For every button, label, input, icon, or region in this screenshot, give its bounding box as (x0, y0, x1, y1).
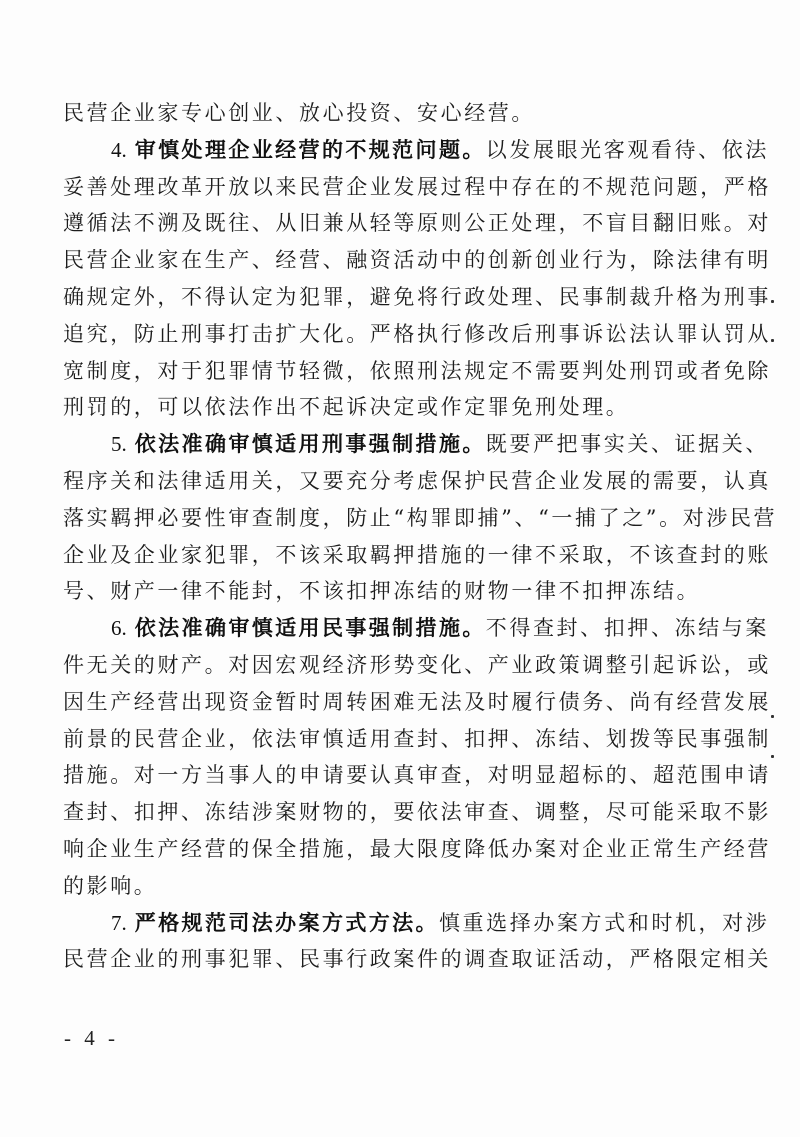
paragraph-text: 号、财产一律不能封，不该扣押冻结的财物一律不扣押冻结。 (63, 579, 701, 604)
section-5-heading-line (63, 426, 769, 463)
section-number: 5. (111, 432, 127, 457)
text-line (63, 757, 771, 794)
scan-speck (771, 755, 774, 758)
section-heading: 依法准确审慎适用刑事强制措施。 (134, 431, 486, 457)
section-4-heading-line (63, 132, 769, 169)
paragraph-text: 企业及企业家犯罪，不该采取羁押措施的一律不采取，不该查封的账 (63, 542, 771, 567)
document-body (63, 95, 778, 978)
section-number: 7. (111, 910, 127, 935)
paragraph-text: 程序关和法律适用关，又要充分考虑保护民营企业发展的需要，认真 (63, 468, 771, 493)
text-line (63, 463, 771, 500)
scan-speck (771, 339, 774, 342)
text-line (63, 831, 771, 868)
paragraph-text: 的影响。 (63, 873, 158, 898)
paragraph-text: 响企业生产经营的保全措施，最大限度降低办案对企业正常生产经营 (63, 836, 771, 861)
section-heading: 严格规范司法办案方式方法。 (134, 909, 439, 935)
text-line (63, 95, 733, 132)
text-line (63, 868, 733, 905)
paragraph-text: 以发展眼光客观看待、依法 (485, 137, 769, 162)
text-line (63, 537, 771, 574)
text-line (63, 169, 771, 206)
paragraph-text: 确规定外，不得认定为犯罪，避免将行政处理、民事制裁升格为刑事 (63, 284, 771, 309)
page-number: - 4 - (64, 1026, 119, 1050)
paragraph-text: 民营企业的刑事犯罪、民事行政案件的调查取证活动，严格限定相关 (63, 947, 771, 972)
text-line (63, 721, 771, 758)
text-line (63, 794, 771, 831)
section-heading: 审慎处理企业经营的不规范问题。 (134, 136, 486, 162)
paragraph-text: 民营企业家在生产、经营、融资活动中的创新创业行为，除法律有明 (63, 248, 771, 273)
paragraph-text: 妥善处理改革开放以来民营企业发展过程中存在的不规范问题，严格 (63, 174, 771, 199)
paragraph-text: 落实羁押必要性审查制度，防止“构罪即捕”、“一捕了之”。对涉民营 (63, 505, 778, 530)
section-number: 4. (111, 137, 127, 162)
text-line (63, 684, 771, 721)
paragraph-text: 因生产经营出现资金暂时周转困难无法及时履行债务、尚有经营发展 (63, 689, 771, 714)
paragraph-text: 不得查封、扣押、冻结与案 (485, 616, 769, 641)
text-line (63, 389, 733, 426)
paragraph-text: 刑罚的，可以依法作出不起诉决定或作定罪免刑处理。 (63, 395, 630, 420)
text-line (63, 941, 771, 978)
paragraph-text: 慎重选择办案方式和时机，对涉 (438, 910, 770, 935)
section-7-heading-line (63, 905, 770, 942)
text-line (63, 500, 778, 537)
text-line (63, 242, 771, 279)
text-line (63, 205, 771, 242)
section-heading: 依法准确审慎适用民事强制措施。 (134, 615, 486, 641)
text-line (63, 573, 733, 610)
scan-speck (771, 715, 774, 718)
text-line (63, 647, 771, 684)
paragraph-text: 前景的民营企业，依法审慎适用查封、扣押、冻结、划拨等民事强制 (63, 726, 771, 751)
paragraph-text: 宽制度，对于犯罪情节轻微，依照刑法规定不需要判处刑罚或者免除 (63, 358, 771, 383)
paragraph-text: 件无关的财产。对因宏观经济形势变化、产业政策调整引起诉讼，或 (63, 652, 771, 677)
paragraph-text: 既要严把事实关、证据关、 (485, 432, 769, 457)
paragraph-text: 查封、扣押、冻结涉案财物的，要依法审查、调整，尽可能采取不影 (63, 800, 771, 825)
text-line (63, 279, 771, 316)
paragraph-text: 追究，防止刑事打击扩大化。严格执行修改后刑事诉讼法认罪认罚从 (63, 321, 771, 346)
paragraph-text: 民营企业家专心创业、放心投资、安心经营。 (63, 101, 535, 125)
paragraph-text: 遵循法不溯及既往、从旧兼从轻等原则公正处理，不盲目翻旧账。对 (63, 211, 771, 236)
text-line (63, 316, 771, 353)
text-line (63, 353, 771, 390)
paragraph-text: 措施。对一方当事人的申请要认真审查，对明显超标的、超范围申请 (63, 763, 771, 788)
scan-speck (771, 300, 774, 303)
section-6-heading-line (63, 610, 769, 647)
section-number: 6. (111, 616, 127, 641)
